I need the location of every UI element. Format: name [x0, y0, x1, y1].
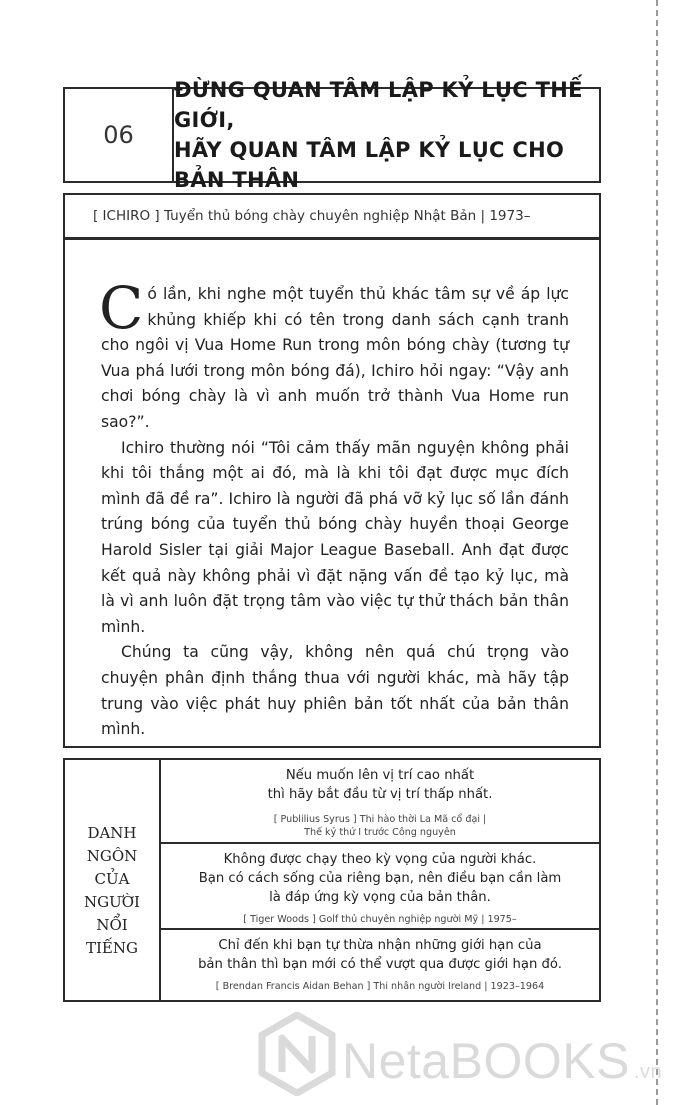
quotes-label-line: NGÔN	[86, 847, 138, 865]
quotes-label-line: NỔI	[96, 916, 128, 934]
quotes-label	[65, 822, 159, 960]
quote-line: Nếu muốn lên vị trí cao nhất	[285, 768, 475, 783]
quote-item	[161, 930, 599, 1000]
netabooks-logo-icon	[258, 1012, 336, 1096]
quote-line: là đáp ứng kỳ vọng của bản thân.	[269, 890, 491, 905]
chapter-title	[174, 78, 599, 192]
watermark-suffix: .vn	[633, 1061, 663, 1083]
quote-line: thì hãy bắt đầu từ vị trí thấp nhất.	[267, 787, 493, 802]
watermark-text	[342, 1032, 662, 1090]
page-cut-line	[656, 0, 658, 1105]
netabooks-watermark	[258, 1006, 688, 1096]
story-box	[63, 238, 601, 748]
quote-source: [ Brendan Francis Aidan Behan ] Thi nhân người Ireland | 1923–1964	[215, 981, 545, 992]
story-paragraph-2: Ichiro thường nói “Tôi cảm thấy mãn nguyện không phải khi tôi thắng một ai đó, mà là khi tôi đạt được mục đích mình đã đề ra”. Ichiro là người đã phá vỡ kỷ lục số lần đánh trúng bóng của tuyển thủ bóng chày huyền thoại George Harold Sisler tại giải Major League Baseball. Anh đạt được kết quả này không phải vì đặt nặng vấn đề tạo kỷ lục, mà là vì anh luôn đặt trọng tâm vào việc tự thử thách bản thân mình.	[101, 438, 569, 636]
quote-source: [ Tiger Woods ] Golf thủ chuyên nghiệp người Mỹ | 1975–	[243, 914, 517, 925]
quote-source-line: Thế kỷ thứ I trước Công nguyên	[304, 827, 456, 838]
famous-quotes-box	[63, 758, 601, 1002]
quote-source-line: [ Publilius Syrus ] Thi hào thời La Mã cổ đại |	[273, 814, 487, 825]
quotes-label-column	[65, 760, 161, 1000]
quotes-label-line: NGƯỜI	[84, 893, 140, 911]
quote-line: Không được chạy theo kỳ vọng của người khác.	[223, 852, 537, 867]
quote-item	[161, 844, 599, 930]
quote-line: Chỉ đến khi bạn tự thừa nhận những giới hạn của	[218, 938, 542, 953]
quotes-label-line: CỦA	[94, 870, 130, 888]
chapter-title-line-2: HÃY QUAN TÂM LẬP KỶ LỤC CHO BẢN THÂN	[174, 138, 565, 192]
quote-text	[161, 844, 599, 907]
chapter-title-line-1: ĐỪNG QUAN TÂM LẬP KỶ LỤC THẾ GIỚI,	[174, 78, 583, 132]
quotes-label-line: TIẾNG	[86, 939, 138, 957]
chapter-number: 06	[65, 89, 174, 181]
story-paragraph-1-text: ó lần, khi nghe một tuyển thủ khác tâm sự về áp lực khủng khiếp khi có tên trong danh sách cạnh tranh cho ngôi vị Vua Home Run trong môn bóng chày (tương tự Vua phá lưới trong môn bóng đá), Ichiro hỏi ngay: “Vậy anh chơi bóng chày là vì anh muốn trở thành Vua Home run sao?”.	[101, 285, 569, 431]
drop-cap: C	[99, 274, 144, 342]
quote-text	[161, 760, 599, 804]
quote-line: Bạn có cách sống của riêng bạn, nên điều bạn cần làm	[198, 871, 562, 886]
quote-source	[161, 813, 599, 839]
watermark-brand: NetaBOOKS	[342, 1033, 630, 1089]
story-paragraph-1	[99, 274, 569, 436]
person-subtitle: [ ICHIRO ] Tuyển thủ bóng chày chuyên nghiệp Nhật Bản | 1973–	[63, 193, 601, 239]
quote-item	[161, 760, 599, 844]
quote-text	[161, 930, 599, 974]
quotes-label-line: DANH	[87, 824, 137, 842]
chapter-header	[63, 78, 601, 192]
story-text	[99, 274, 569, 743]
story-paragraph-3: Chúng ta cũng vậy, không nên quá chú trọng vào chuyện phân định thắng thua với người khác, mà hãy tập trung vào việc phát huy phiên bản tốt nhất của bản thân mình.	[101, 643, 569, 739]
quote-line: bản thân thì bạn mới có thể vượt qua được giới hạn đó.	[198, 957, 562, 972]
